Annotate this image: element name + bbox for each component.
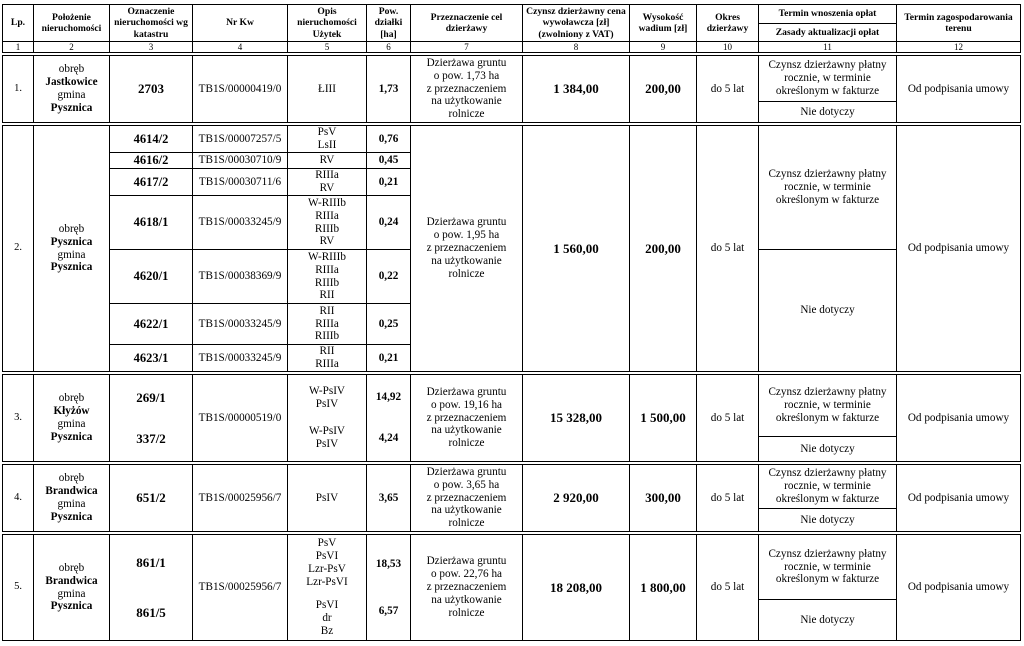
deposit-amount: 300,00 [629,464,697,532]
kw-number: TB1S/00000519/0 [192,374,288,462]
header-period [696,4,759,42]
header-period-label: Okres dzierżawy [706,11,749,34]
header-kw-label: Nr Kw [226,17,254,29]
lease-price: 1 560,00 [522,125,630,372]
row-lp: 4. [2,464,34,532]
kw-number: TB1S/00030710/9 [192,152,288,169]
kw-number: TB1S/00033245/9 [192,195,288,250]
lease-price: 15 328,00 [522,374,630,462]
land-use: RII RIIIa RIIIb [287,303,367,345]
obreb-name: Jastkowice [45,76,98,89]
parcel-area-value: 18,53 [375,557,402,570]
obreb-prefix: obręb [58,472,85,485]
payment-term: Czynsz dzierżawny płatny rocznie, w terminie określonym w fakturze [758,464,897,509]
start-term: Od podpisania umowy [896,534,1021,641]
kw-number: TB1S/00007257/5 [192,125,288,153]
header-purpose-label: Przeznaczenie cel dzierżawy [430,11,503,34]
lease-purpose: Dzierżawa gruntu o pow. 3,65 ha z przeznaczeniem na użytkowanie rolnicze [410,464,523,532]
header-lp [2,4,34,42]
header-kw [192,4,288,42]
header-start-label: Termin zagospodarowania terenu [904,11,1013,34]
parcel-area: 0,45 [366,152,411,169]
parcel-number: 4616/2 [109,152,193,169]
parcel-number: 861/5 [136,604,166,620]
kw-number: TB1S/00025956/7 [192,534,288,641]
parcel-area: 0,24 [366,195,411,250]
location-cell [33,464,110,532]
lease-purpose: Dzierżawa gruntu o pow. 1,95 ha z przeznaczeniem na użytkowanie rolnicze [410,125,523,372]
header-area-label: Pow. działki [ha] [374,6,403,40]
deposit-amount: 200,00 [629,125,697,372]
start-term: Od podpisania umowy [896,464,1021,532]
parcel-number: 269/1 [136,389,166,405]
header-area [366,4,411,42]
gmina-name: Pysznica [50,430,93,443]
parcel-number: 4617/2 [109,168,193,196]
parcel-area [366,534,411,641]
parcel-area: 1,73 [366,55,411,123]
parcel-area: 0,25 [366,303,411,345]
lease-price: 18 208,00 [522,534,630,641]
update-rules: Nie dotyczy [758,249,897,372]
obreb-prefix: obręb [58,561,85,574]
land-use: RV [287,152,367,169]
parcel-area: 0,21 [366,168,411,196]
parcel-number: 4623/1 [109,344,193,372]
land-use: PsIV [287,464,367,532]
payment-term: Czynsz dzierżawny płatny rocznie, w terminie określonym w fakturze [758,125,897,250]
header-purpose [410,4,523,42]
obreb-name: Brandwica [45,574,98,587]
land-use: ŁIII [287,55,367,123]
column-number: 7 [410,41,523,53]
kw-number: TB1S/00030711/6 [192,168,288,196]
column-number: 10 [696,41,759,53]
header-update-rules [758,23,897,42]
header-description [287,4,367,42]
land-use-entry: PsV PsVI Lzr-PsV Lzr-PsVI [306,537,348,588]
parcel-area: 0,22 [366,249,411,304]
location-cell [33,125,110,372]
obreb-name: Kłyżów [53,405,90,418]
header-payment-term [758,4,897,24]
header-parcel-label: Oznaczenie nieruchomości wg katastru [114,6,188,40]
land-use: W-RIIIb RIIIa RIIIb RII [287,249,367,304]
start-term: Od podpisania umowy [896,55,1021,123]
header-update-rules-label: Zasady aktualizacji opłat [775,26,880,38]
lease-period: do 5 lat [696,534,759,641]
lease-period: do 5 lat [696,55,759,123]
row-lp: 2. [2,125,34,372]
column-number: 1 [2,41,34,53]
location-cell [33,374,110,462]
gmina-prefix: gmina [57,89,86,101]
parcel-number: 4622/1 [109,303,193,345]
row-lp: 5. [2,534,34,641]
parcel-number: 4614/2 [109,125,193,153]
parcel-numbers [109,374,193,462]
land-use-entry: W-PsIV PsIV [308,385,346,411]
obreb-prefix: obręb [58,63,85,76]
parcel-number: 651/2 [109,464,193,532]
header-price-label: Czynsz dzierżawny cena wywoławcza [zł] (zwolniony z VAT) [526,6,626,40]
land-use: RIIIa RV [287,168,367,196]
column-number: 4 [192,41,288,53]
column-number: 6 [366,41,411,53]
payment-term: Czynsz dzierżawny płatny rocznie, w terminie określonym w fakturze [758,534,897,600]
deposit-amount: 200,00 [629,55,697,123]
parcel-number: 861/1 [136,555,166,571]
land-use-entry: W-PsIV PsIV [308,425,346,450]
header-location-label: Położenie nieruchomości [41,11,102,34]
land-use [287,534,367,641]
column-number: 5 [287,41,367,53]
lease-period: do 5 lat [696,464,759,532]
gmina-name: Pysznica [50,261,93,274]
column-number: 3 [109,41,193,53]
lease-purpose: Dzierżawa gruntu o pow. 1,73 ha z przeznaczeniem na użytkowanie rolnicze [410,55,523,123]
column-number: 12 [896,41,1021,53]
gmina-name: Pysznica [50,600,93,613]
header-price [522,4,630,42]
gmina-prefix: gmina [57,587,86,600]
header-payment-term-label: Termin wnoszenia opłat [778,8,877,20]
land-use: PsV LsII [287,125,367,153]
start-term: Od podpisania umowy [896,125,1021,372]
update-rules: Nie dotyczy [758,599,897,641]
kw-number: TB1S/00033245/9 [192,344,288,372]
deposit-amount: 1 800,00 [629,534,697,641]
parcel-area-value: 6,57 [378,604,399,617]
header-location [33,4,110,42]
obreb-prefix: obręb [58,392,85,405]
parcel-numbers [109,534,193,641]
parcel-area: 0,21 [366,344,411,372]
column-number: 11 [758,41,897,53]
gmina-name: Pysznica [50,101,93,114]
land-use-entry: PsVI dr Bz [315,598,339,637]
parcel-number: 337/2 [136,431,166,446]
column-number: 2 [33,41,110,53]
gmina-prefix: gmina [57,248,86,261]
row-lp: 3. [2,374,34,462]
land-use: W-RIIIb RIIIa RIIIb RV [287,195,367,250]
parcel-number: 2703 [109,55,193,123]
kw-number: TB1S/00025956/7 [192,464,288,532]
header-deposit-label: Wysokość wadium [zł] [638,11,688,34]
parcel-area: 3,65 [366,464,411,532]
deposit-amount: 1 500,00 [629,374,697,462]
lease-purpose: Dzierżawa gruntu o pow. 22,76 ha z przeznaczeniem na użytkowanie rolnicze [410,534,523,641]
update-rules: Nie dotyczy [758,101,897,123]
location-cell [33,534,110,641]
kw-number: TB1S/00038369/9 [192,249,288,304]
row-lp: 1. [2,55,34,123]
lease-period: do 5 lat [696,125,759,372]
parcel-area-value: 14,92 [375,391,402,404]
location-cell [33,55,110,123]
start-term: Od podpisania umowy [896,374,1021,462]
kw-number: TB1S/00000419/0 [192,55,288,123]
header-description-label: Opis nieruchomości Użytek [297,6,357,40]
kw-number: TB1S/00033245/9 [192,303,288,345]
payment-term: Czynsz dzierżawny płatny rocznie, w terminie określonym w fakturze [758,55,897,102]
lease-price: 2 920,00 [522,464,630,532]
parcel-area: 0,76 [366,125,411,153]
gmina-prefix: gmina [57,418,86,430]
gmina-prefix: gmina [57,498,86,510]
update-rules: Nie dotyczy [758,508,897,532]
lease-purpose: Dzierżawa gruntu o pow. 19,16 ha z przeznaczeniem na użytkowanie rolnicze [410,374,523,462]
lease-period: do 5 lat [696,374,759,462]
header-deposit [629,4,697,42]
parcel-area-value: 4,24 [378,432,399,444]
header-start [896,4,1021,42]
land-use [287,374,367,462]
parcel-area [366,374,411,462]
lease-price: 1 384,00 [522,55,630,123]
obreb-prefix: obręb [58,222,85,235]
obreb-name: Pysznica [50,235,93,248]
parcel-number: 4620/1 [109,249,193,304]
payment-term: Czynsz dzierżawny płatny rocznie, w terminie określonym w fakturze [758,374,897,437]
header-lp-label: Lp. [10,17,26,29]
land-use: RII RIIIa [287,344,367,372]
column-number: 8 [522,41,630,53]
parcel-number: 4618/1 [109,195,193,250]
update-rules: Nie dotyczy [758,436,897,462]
obreb-name: Brandwica [45,485,98,498]
column-number: 9 [629,41,697,53]
header-parcel [109,4,193,42]
gmina-name: Pysznica [50,510,93,523]
